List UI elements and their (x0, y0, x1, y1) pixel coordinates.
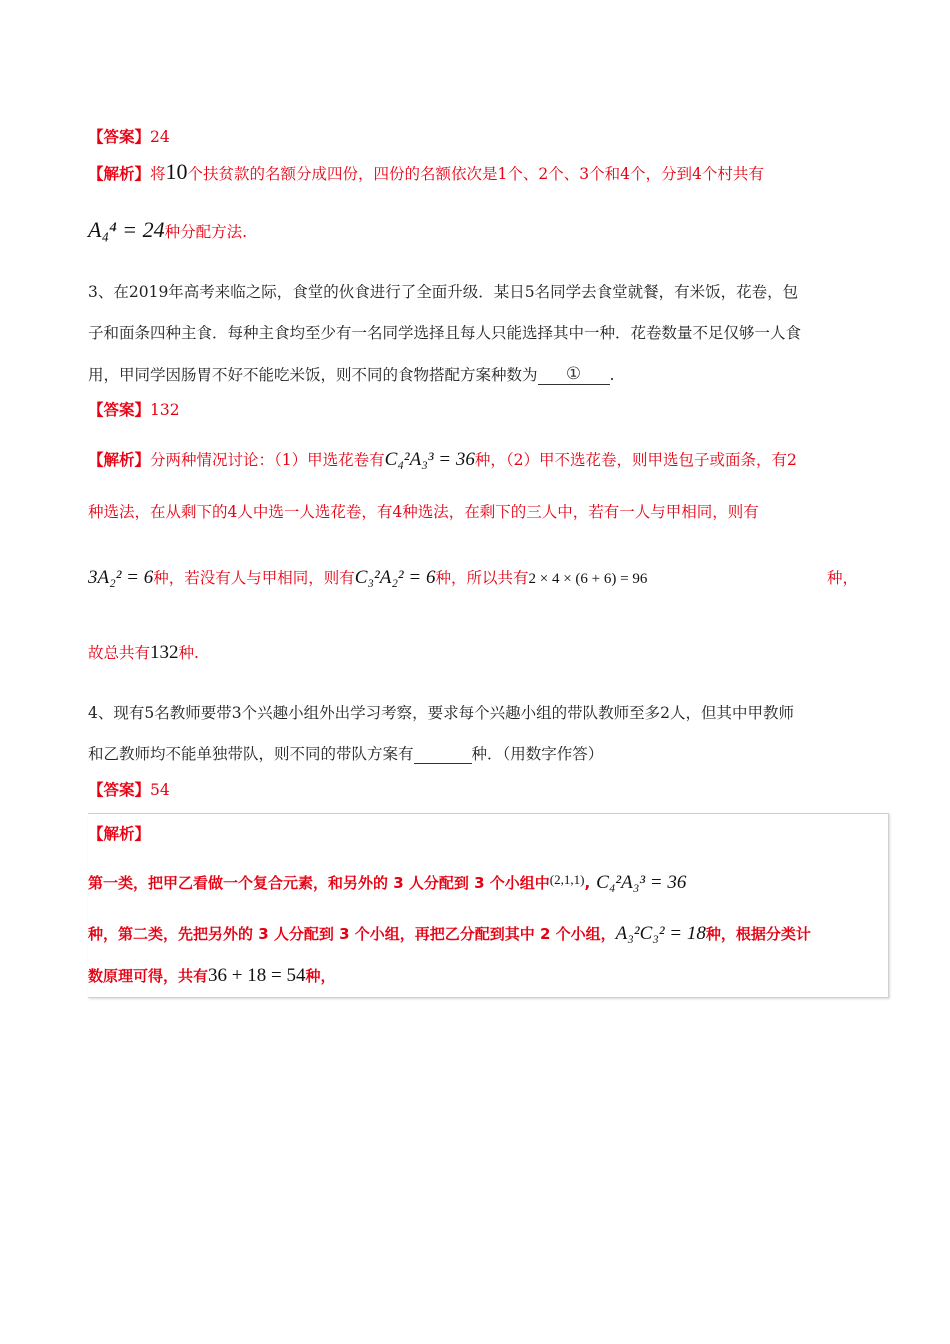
math-expression: A₄⁴ = 24 (88, 217, 165, 242)
analysis-text: 种， (826, 569, 858, 587)
q3-question-line-3 (88, 364, 614, 385)
answer-value: 24 (150, 128, 170, 146)
analysis-text: 种，若没有人与甲相同，则有 (153, 569, 355, 587)
q3-question-line-2: 子和面条四种主食．每种主食均至少有一名同学选择且每人只能选择其中一种．花卷数量不足仅够一人食 (88, 324, 802, 342)
question-text: 和乙教师均不能单独带队，则不同的带队方案有 (88, 745, 414, 763)
answer-label: 【答案】 (88, 780, 151, 799)
q4-question-line-2 (88, 744, 603, 764)
analysis-text: 种，根据分类计 (705, 925, 811, 943)
analysis-text: 个扶贫款的名额分成四份，四份的名额依次是1个、2个、3个和4个，分到4个村共有 (187, 165, 764, 183)
answer-label: 【答案】 (88, 127, 151, 146)
analysis-text: , (584, 874, 591, 892)
q2-analysis-line-1 (88, 159, 764, 184)
analysis-text: 故总共有 (88, 644, 151, 662)
answer-blank (414, 747, 472, 764)
analysis-text: 种，（2）甲不选花卷，则甲选包子或面条，有2 (474, 451, 797, 469)
question-text: 用，甲同学因肠胃不好不能吃米饭，则不同的食物搭配方案种数为 (88, 366, 538, 384)
analysis-text: 数原理可得，共有 (88, 967, 209, 985)
math-expression: 2 × 4 × (6 + 6) = 96 (528, 571, 648, 587)
analysis-text: 种， (305, 967, 336, 985)
answer-value: 54 (150, 781, 170, 799)
math-expression: 10 (165, 159, 188, 184)
analysis-text: 种. (178, 644, 199, 662)
q3-answer (88, 400, 180, 420)
analysis-text: 种，所以共有 (435, 569, 529, 587)
blank-marker: ① (565, 364, 582, 384)
q2-answer (88, 127, 170, 147)
q4-analysis-line-3 (88, 966, 335, 986)
answer-blank (538, 364, 610, 385)
math-expression: (2,1,1) (549, 872, 585, 887)
question-text: 种．（用数字作答） (471, 745, 604, 763)
analysis-text: 种分配方法. (164, 223, 248, 241)
math-expression: 3A₂² = 6 (88, 567, 154, 588)
analysis-label: 【解析】 (88, 164, 151, 183)
analysis-label: 【解析】 (88, 450, 151, 469)
analysis-text: 第一类，把甲乙看做一个复合元素，和另外的 3 人分配到 3 个小组中 (88, 874, 550, 892)
math-expression: C₃²A₂² = 6 (354, 567, 436, 588)
math-expression: A₃²C₃² = 18 (615, 923, 706, 944)
analysis-text: 将 (150, 165, 166, 183)
math-expression: C₄²A₃³ = 36 (596, 872, 687, 893)
q3-analysis-line-3 (88, 566, 858, 589)
q3-analysis-line-4 (88, 643, 199, 663)
answer-value: 132 (150, 401, 180, 419)
q4-analysis-header (88, 824, 150, 844)
answer-label: 【答案】 (88, 400, 151, 419)
q4-analysis-line-1 (88, 870, 686, 893)
math-expression: 132 (150, 642, 179, 663)
q2-analysis-line-2 (88, 217, 248, 242)
math-expression: 36 + 18 = 54 (208, 965, 306, 986)
q4-analysis-line-2 (88, 924, 811, 944)
q4-answer (88, 780, 170, 800)
question-text: . (609, 366, 615, 384)
math-expression: C₄²A₃³ = 36 (384, 449, 475, 470)
analysis-text: 种，第二类，先把另外的 3 人分配到 3 个小组，再把乙分配到其中 2 个小组， (88, 925, 616, 943)
analysis-label: 【解析】 (88, 824, 151, 843)
analysis-text: 分两种情况讨论：（1）甲选花卷有 (150, 451, 385, 469)
q3-analysis-line-2: 种选法，在从剩下的4人中选一人选花卷，有4种选法，在剩下的三人中，若有一人与甲相同，则有 (88, 503, 759, 521)
q3-analysis-line-1 (88, 450, 797, 470)
q3-question-line-1: 3、在2019年高考来临之际，食堂的伙食进行了全面升级．某日5名同学去食堂就餐，有米饭，花卷，包 (88, 283, 799, 301)
q4-question-line-1: 4、现有5名教师要带3个兴趣小组外出学习考察，要求每个兴趣小组的带队教师至多2人，但其中甲教师 (88, 704, 794, 722)
